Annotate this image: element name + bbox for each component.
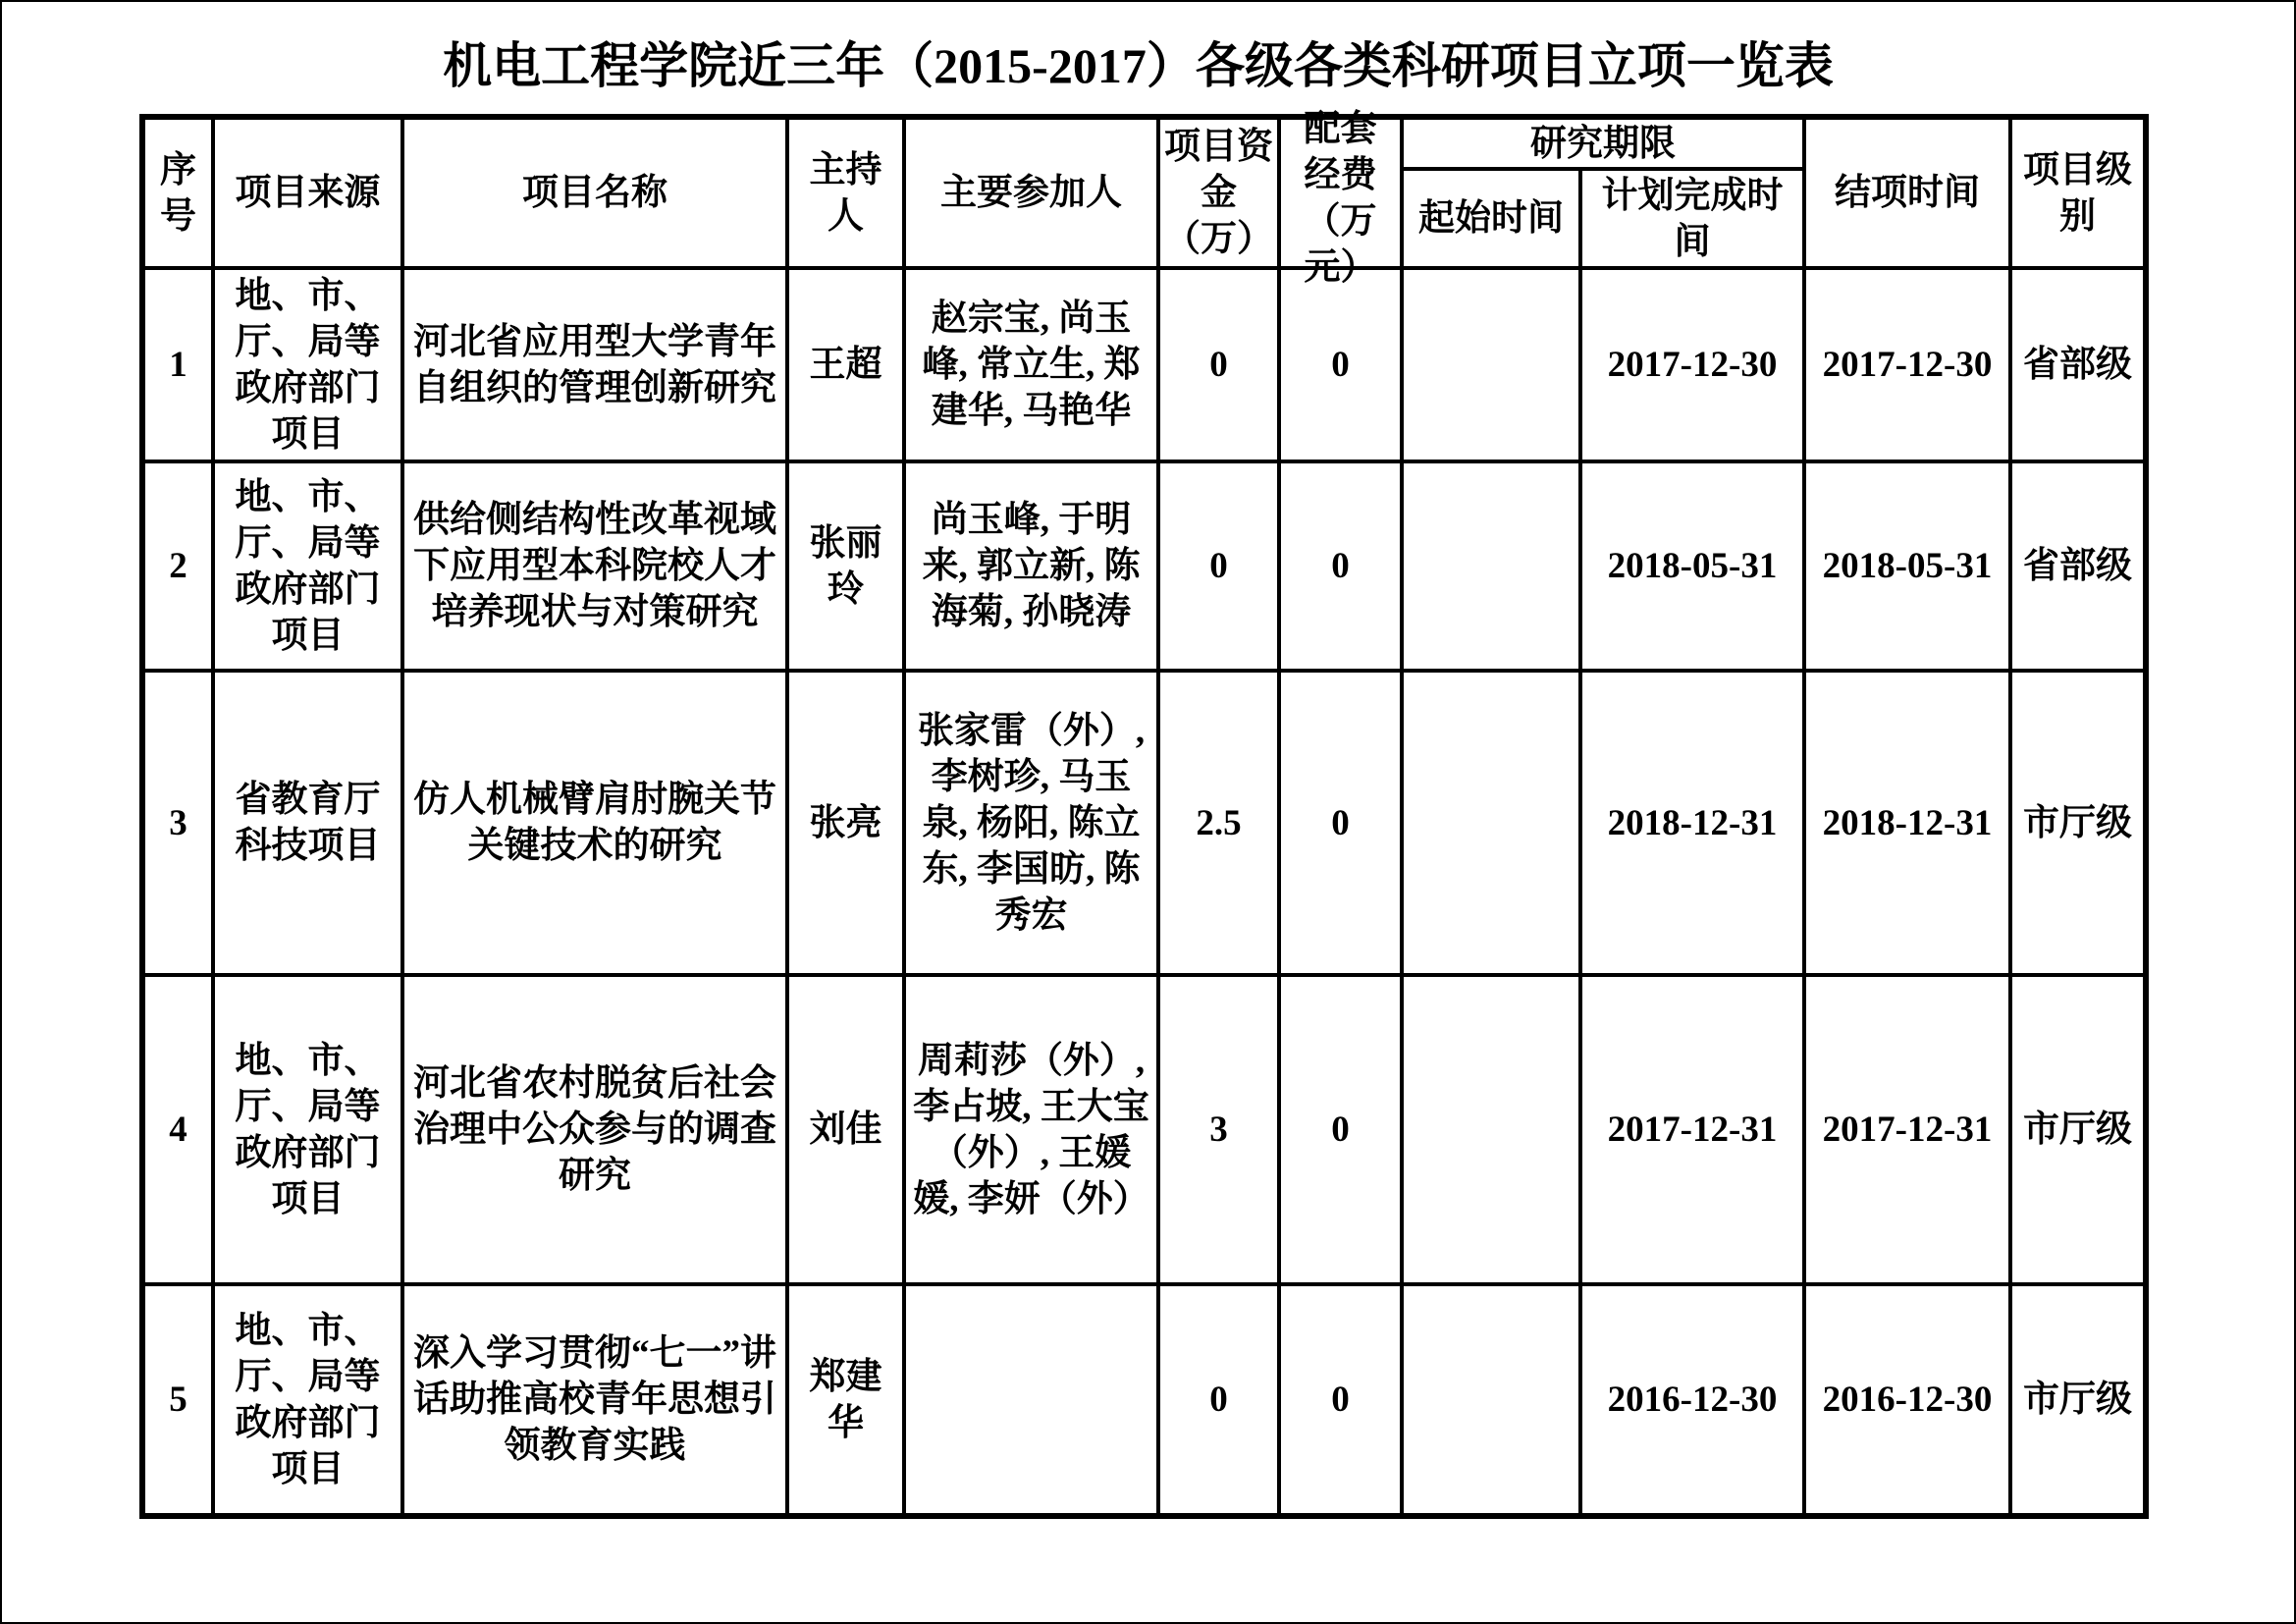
cell-planned-end: 2017-12-30 <box>1578 266 1802 460</box>
cell-matching: 0 <box>1277 460 1400 669</box>
table-row <box>145 266 2143 460</box>
cell-planned-end: 2018-05-31 <box>1578 460 1802 669</box>
col-header-name: 项目名称 <box>400 120 785 266</box>
cell-index: 1 <box>145 266 211 460</box>
cell-participants: 赵宗宝, 尚玉峰, 常立生, 郑建华, 马艳华 <box>902 266 1156 460</box>
cell-matching: 0 <box>1277 1282 1400 1513</box>
cell-level: 省部级 <box>2008 266 2143 460</box>
col-header-index: 序号 <box>160 149 196 237</box>
cell-source: 地、市、厅、局等政府部门项目 <box>211 1282 400 1513</box>
col-header-period: 研究期限 <box>1400 120 1802 167</box>
cell-funding: 2.5 <box>1156 669 1277 973</box>
cell-level: 市厅级 <box>2008 669 2143 973</box>
cell-completion: 2017-12-31 <box>1802 973 2008 1282</box>
cell-source: 省教育厅科技项目 <box>211 669 400 973</box>
cell-participants: 周莉莎（外）, 李占坡, 王大宝（外）, 王媛媛, 李妍（外） <box>902 973 1156 1282</box>
table-row <box>145 460 2143 669</box>
cell-project-name: 河北省应用型大学青年自组织的管理创新研究 <box>400 266 785 460</box>
cell-matching: 0 <box>1277 973 1400 1282</box>
cell-funding: 3 <box>1156 973 1277 1282</box>
cell-leader: 张亮 <box>785 669 902 973</box>
cell-participants: 尚玉峰, 于明来, 郭立新, 陈海菊, 孙晓涛 <box>902 460 1156 669</box>
cell-project-name: 河北省农村脱贫后社会治理中公众参与的调查研究 <box>400 973 785 1282</box>
cell-matching: 0 <box>1277 266 1400 460</box>
cell-start-time <box>1400 460 1578 669</box>
cell-participants: 张家雷（外）, 李树珍, 马玉泉, 杨阳, 陈立东, 李国昉, 陈秀宏 <box>902 669 1156 973</box>
cell-level: 省部级 <box>2008 460 2143 669</box>
cell-leader: 刘佳 <box>785 973 902 1282</box>
cell-index: 5 <box>145 1282 211 1513</box>
col-header-participants: 主要参加人 <box>902 120 1156 266</box>
col-header-leader: 主持人 <box>785 120 902 266</box>
cell-funding: 0 <box>1156 1282 1277 1513</box>
table-row <box>145 973 2143 1282</box>
cell-project-name: 供给侧结构性改革视域下应用型本科院校人才培养现状与对策研究 <box>400 460 785 669</box>
cell-project-name: 深入学习贯彻“七一”讲话助推高校青年思想引领教育实践 <box>400 1282 785 1513</box>
cell-source: 地、市、厅、局等政府部门项目 <box>211 266 400 460</box>
cell-planned-end: 2018-12-31 <box>1578 669 1802 973</box>
cell-source: 地、市、厅、局等政府部门项目 <box>211 973 400 1282</box>
cell-matching: 0 <box>1277 669 1400 973</box>
cell-start-time <box>1400 1282 1578 1513</box>
cell-planned-end: 2016-12-30 <box>1578 1282 1802 1513</box>
header-row-top <box>145 120 2143 167</box>
table-header <box>145 109 2143 288</box>
cell-leader: 郑建华 <box>785 1282 902 1513</box>
cell-level: 市厅级 <box>2008 1282 2143 1513</box>
cell-participants <box>902 1282 1156 1513</box>
cell-project-name: 仿人机械臂肩肘腕关节关键技术的研究 <box>400 669 785 973</box>
page-title: 机电工程学院近三年（2015-2017）各级各类科研项目立项一览表 <box>443 38 1834 93</box>
col-header-matching <box>1277 109 1400 288</box>
cell-planned-end: 2017-12-31 <box>1578 973 1802 1282</box>
matching-header-overflow-text: 配套经费（万元） <box>1304 109 1377 288</box>
col-header-funding: 项目资金（万） <box>1156 120 1277 266</box>
table-body <box>145 266 2143 1513</box>
table-row <box>145 669 2143 973</box>
cell-completion: 2017-12-30 <box>1802 266 2008 460</box>
cell-funding: 0 <box>1156 266 1277 460</box>
col-header-start-time: 起始时间 <box>1400 167 1578 266</box>
cell-start-time <box>1400 669 1578 973</box>
col-header-source: 项目来源 <box>211 120 400 266</box>
cell-completion: 2018-05-31 <box>1802 460 2008 669</box>
cell-index: 2 <box>145 460 211 669</box>
cell-leader: 王超 <box>785 266 902 460</box>
col-header-planned-end: 计划完成时间 <box>1578 167 1802 266</box>
projects-table <box>139 109 2149 1519</box>
cell-start-time <box>1400 973 1578 1282</box>
cell-index: 3 <box>145 669 211 973</box>
cell-level: 市厅级 <box>2008 973 2143 1282</box>
table-row <box>145 1282 2143 1513</box>
col-header-level: 项目级别 <box>2008 120 2143 266</box>
col-header-completion: 结项时间 <box>1802 120 2008 266</box>
cell-start-time <box>1400 266 1578 460</box>
cell-completion: 2016-12-30 <box>1802 1282 2008 1513</box>
cell-funding: 0 <box>1156 460 1277 669</box>
cell-source: 地、市、厅、局等政府部门项目 <box>211 460 400 669</box>
cell-index: 4 <box>145 973 211 1282</box>
cell-leader: 张丽玲 <box>785 460 902 669</box>
cell-completion: 2018-12-31 <box>1802 669 2008 973</box>
